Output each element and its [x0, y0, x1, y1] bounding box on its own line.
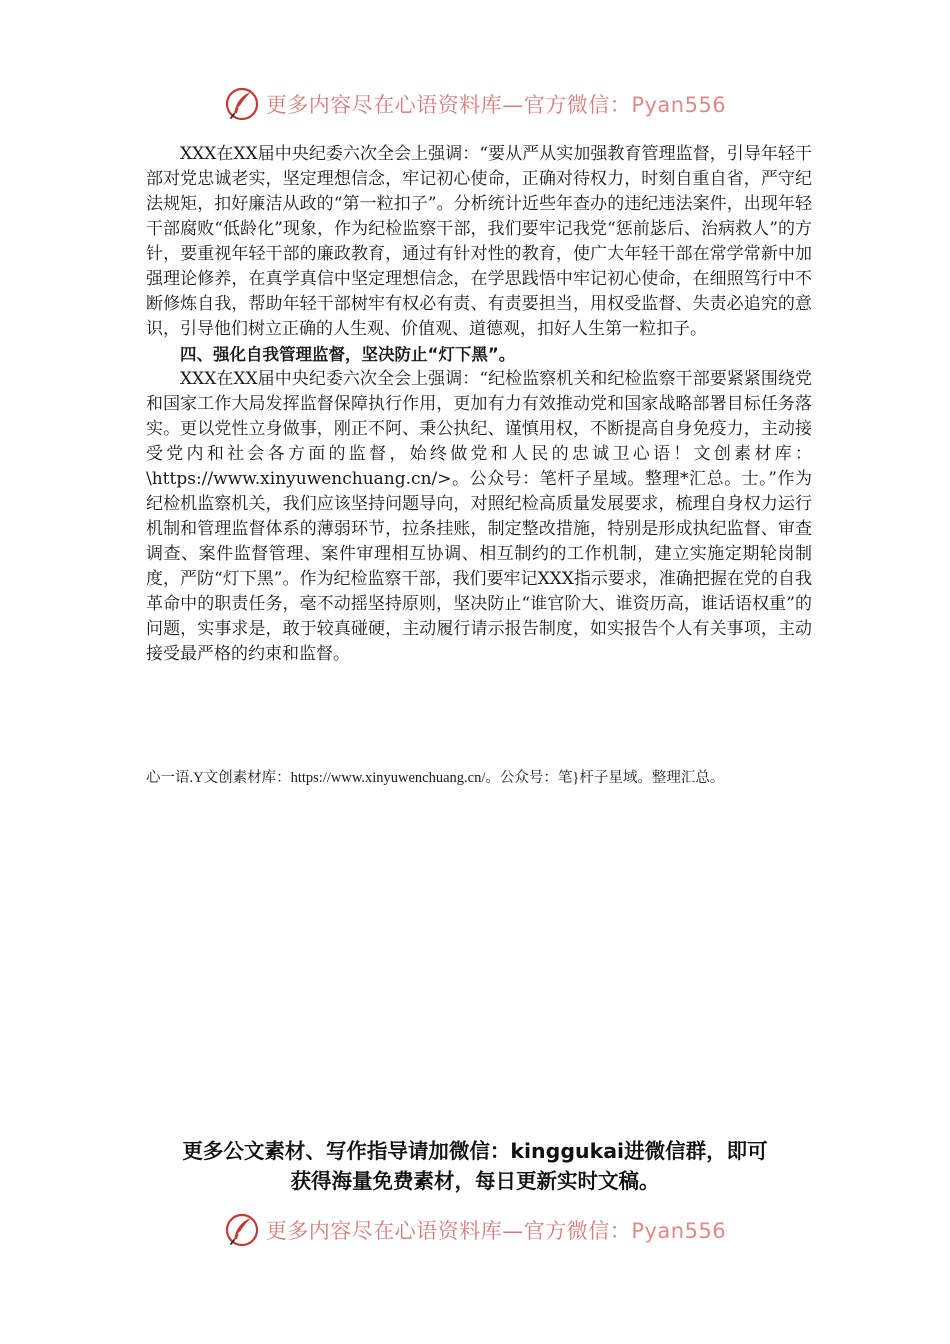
footer-banner-text: 更多内容尽在心语资料库—官方微信：Pyan556 — [265, 1219, 727, 1243]
footer-banner-handle: Pyan556 — [631, 1219, 727, 1243]
promo-line-1: 更多公文素材、写作指导请加微信：kinggukai进微信群，即可 — [182, 1139, 768, 1163]
footer-banner — [0, 1208, 950, 1252]
promo-line-2: 获得海量免费素材，每日更新实时文稿。 — [290, 1169, 660, 1193]
header-banner-handle: Pyan556 — [631, 93, 727, 117]
header-banner-text: 更多内容尽在心语资料库—官方微信：Pyan556 — [265, 93, 727, 117]
section-heading: 四、强化自我管理监督，坚决防止“灯下黑”。 — [180, 345, 516, 364]
document-body — [146, 142, 812, 667]
quill-feather-icon — [224, 1212, 260, 1248]
paragraph-1: XXX在XX届中央纪委六次全会上强调：“要从严从实加强教育管理监督，引导年轻干部对党忠诚老实，坚定理想信念，牢记初心使命，正确对待权力，时刻自重自省，严守纪法规矩，扣好廉洁从政的“第一粒扣子”。分析统计近些年查办的违纪违法案件，出现年轻干部腐败“低龄化”现象，作为纪检监察干部，我们要牢记我党“惩前毖后、治病救人”的方针，要重视年轻干部的廉政教育，通过有针对性的教育，使广大年轻干部在常学常新中加强理论修养，在真学真信中坚定理想信念，在学思践悟中牢记初心使命，在细照笃行中不断修炼自我，帮助年轻干部树牢有权必有责、有责要担当，用权受监督、失责必追究的意识，引导他们树立正确的人生观、价值观、道德观，扣好人生第一粒扣子。 — [146, 144, 812, 339]
promo-text — [120, 1136, 830, 1196]
paragraph-2: XXX在XX届中央纪委六次全会上强调：“纪检监察机关和纪检监察干部要紧紧围绕党和国家工作大局发挥监督保障执行作用，更加有力有效推动党和国家战略部署目标任务落实。更以党性立身做事，刚正不阿、秉公执纪、谨慎用权，不断提高自身免疫力，主动接受党内和社会各方面的监督，始终做党和人民的忠诚卫心语！文创素材库：\https://www.xinyuwenchuang.cn/>。公众号：笔杆子星域。整理*汇总。士。”作为纪检机监察机关，我们应该坚持问题导向，对照纪检高质量发展要求，梳理自身权力运行机制和管理监督体系的薄弱环节，拉条挂账，制定整改措施，特别是形成执纪监督、审查调查、案件监督管理、案件审理相互协调、相互制约的工作机制，建立实施定期轮岗制度，严防“灯下黑”。作为纪检监察干部，我们要牢记XXX指示要求，准确把握在党的自我革命中的职责任务，毫不动摇坚持原则，坚决防止“谁官阶大、谁资历高，谁话语权重”的问题，实事求是，敢于较真碰硬，主动履行请示报告制度，如实报告个人有关事项，主动接受最严格的约束和监督。 — [146, 369, 812, 664]
header-banner — [0, 82, 950, 126]
quill-feather-icon — [224, 86, 260, 122]
source-note: 心一语.Y文创素材库：https://www.xinyuwenchuang.cn/。公众号：笔}杆子星域。整理汇总。 — [146, 770, 725, 786]
